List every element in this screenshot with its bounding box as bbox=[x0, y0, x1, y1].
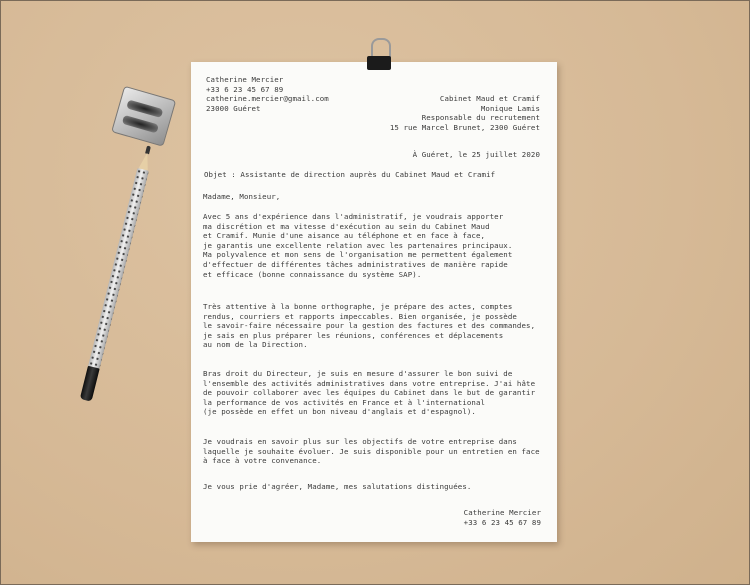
signature-name: Catherine Mercier bbox=[463, 508, 541, 517]
paragraph-line: le savoir-faire nécessaire pour la gestion des factures et des commandes, bbox=[203, 321, 536, 331]
paragraph-line: (je possède en effet un bon niveau d'anglais et d'espagnol). bbox=[203, 407, 476, 417]
paragraph-line: Ma polyvalence et mon sens de l'organisation me permettent également bbox=[203, 250, 513, 260]
paragraph-line: la performance de vos activités en France et à l'international bbox=[203, 397, 486, 407]
paragraph-line: Bras droit du Directeur, je suis en mesure d'assurer le bon suivi de bbox=[203, 369, 513, 378]
paragraph-line: Avec 5 ans d'expérience dans l'administratif, je voudrais apporter bbox=[203, 212, 504, 221]
recipient-role: Responsable du recrutement bbox=[421, 113, 540, 123]
signature-block bbox=[464, 508, 541, 527]
paragraph-line: Très attentive à la bonne orthographe, je prépare des actes, comptes bbox=[203, 302, 513, 311]
paragraph-line: je garantis une excellente relation avec les partenaires principaux. bbox=[203, 240, 513, 250]
sender-phone: +33 6 23 45 67 89 bbox=[206, 84, 284, 94]
paragraph-line: l'ensemble des activités administratives dans votre entreprise. J'ai hâte bbox=[203, 378, 536, 388]
paragraph-line: je sais en plus préparer les réunions, conférences et déplacements bbox=[203, 330, 504, 340]
sender-name: Catherine Mercier bbox=[206, 75, 284, 84]
recipient-company: Cabinet Maud et Cramif bbox=[439, 94, 540, 103]
letter-object: Objet : Assistante de direction auprès du Cabinet Maud et Cramif bbox=[204, 170, 496, 179]
paragraph-line: à face à votre convenance. bbox=[203, 456, 322, 466]
paragraph-line: au nom de la Direction. bbox=[203, 340, 308, 350]
sharpener-icon bbox=[112, 86, 175, 145]
sender-email: catherine.mercier@gmail.com bbox=[206, 94, 329, 104]
paragraph-3 bbox=[203, 369, 547, 417]
letter-closing: Je vous prie d'agréer, Madame, mes salutations distinguées. bbox=[203, 482, 472, 491]
sender-block bbox=[206, 75, 329, 113]
paragraph-line: laquelle je souhaite évoluer. Je suis disponible pour un entretien en face bbox=[203, 446, 540, 456]
recipient-address: 15 rue Marcel Brunet, 2300 Guéret bbox=[389, 122, 540, 132]
paragraph-4 bbox=[203, 437, 547, 466]
letter-greeting: Madame, Monsieur, bbox=[203, 192, 281, 201]
paragraph-line: et efficace (bonne connaissance du système SAP). bbox=[203, 269, 422, 279]
paragraph-line: Je voudrais en savoir plus sur les objectifs de votre entreprise dans bbox=[203, 437, 517, 446]
paragraph-line: rendus, courriers et rapports impeccables. Bien organisée, je possède bbox=[203, 311, 517, 321]
paragraph-1 bbox=[203, 212, 547, 279]
signature-phone: +33 6 23 45 67 89 bbox=[463, 517, 541, 527]
paragraph-line: d'effectuer de différentes tâches administratives de manière rapide bbox=[203, 259, 508, 269]
cover-letter-sheet bbox=[191, 62, 557, 542]
paragraph-2 bbox=[203, 302, 547, 350]
sender-postcode-city: 23000 Guéret bbox=[206, 103, 261, 113]
recipient-block bbox=[390, 94, 540, 132]
paragraph-line: de pouvoir collaborer avec les équipes du Cabinet dans le but de garantir bbox=[203, 388, 536, 398]
binder-clip-icon bbox=[367, 38, 393, 72]
paragraph-line: et Cramif. Munie d'une aisance au téléphone et en face à face, bbox=[203, 231, 486, 241]
recipient-contact: Monique Lamis bbox=[480, 103, 540, 113]
pencil-icon bbox=[80, 145, 155, 402]
paragraph-line: ma discrétion et ma vitesse d'exécution au sein du Cabinet Maud bbox=[203, 221, 490, 231]
letter-date: À Guéret, le 25 juillet 2020 bbox=[412, 150, 540, 159]
